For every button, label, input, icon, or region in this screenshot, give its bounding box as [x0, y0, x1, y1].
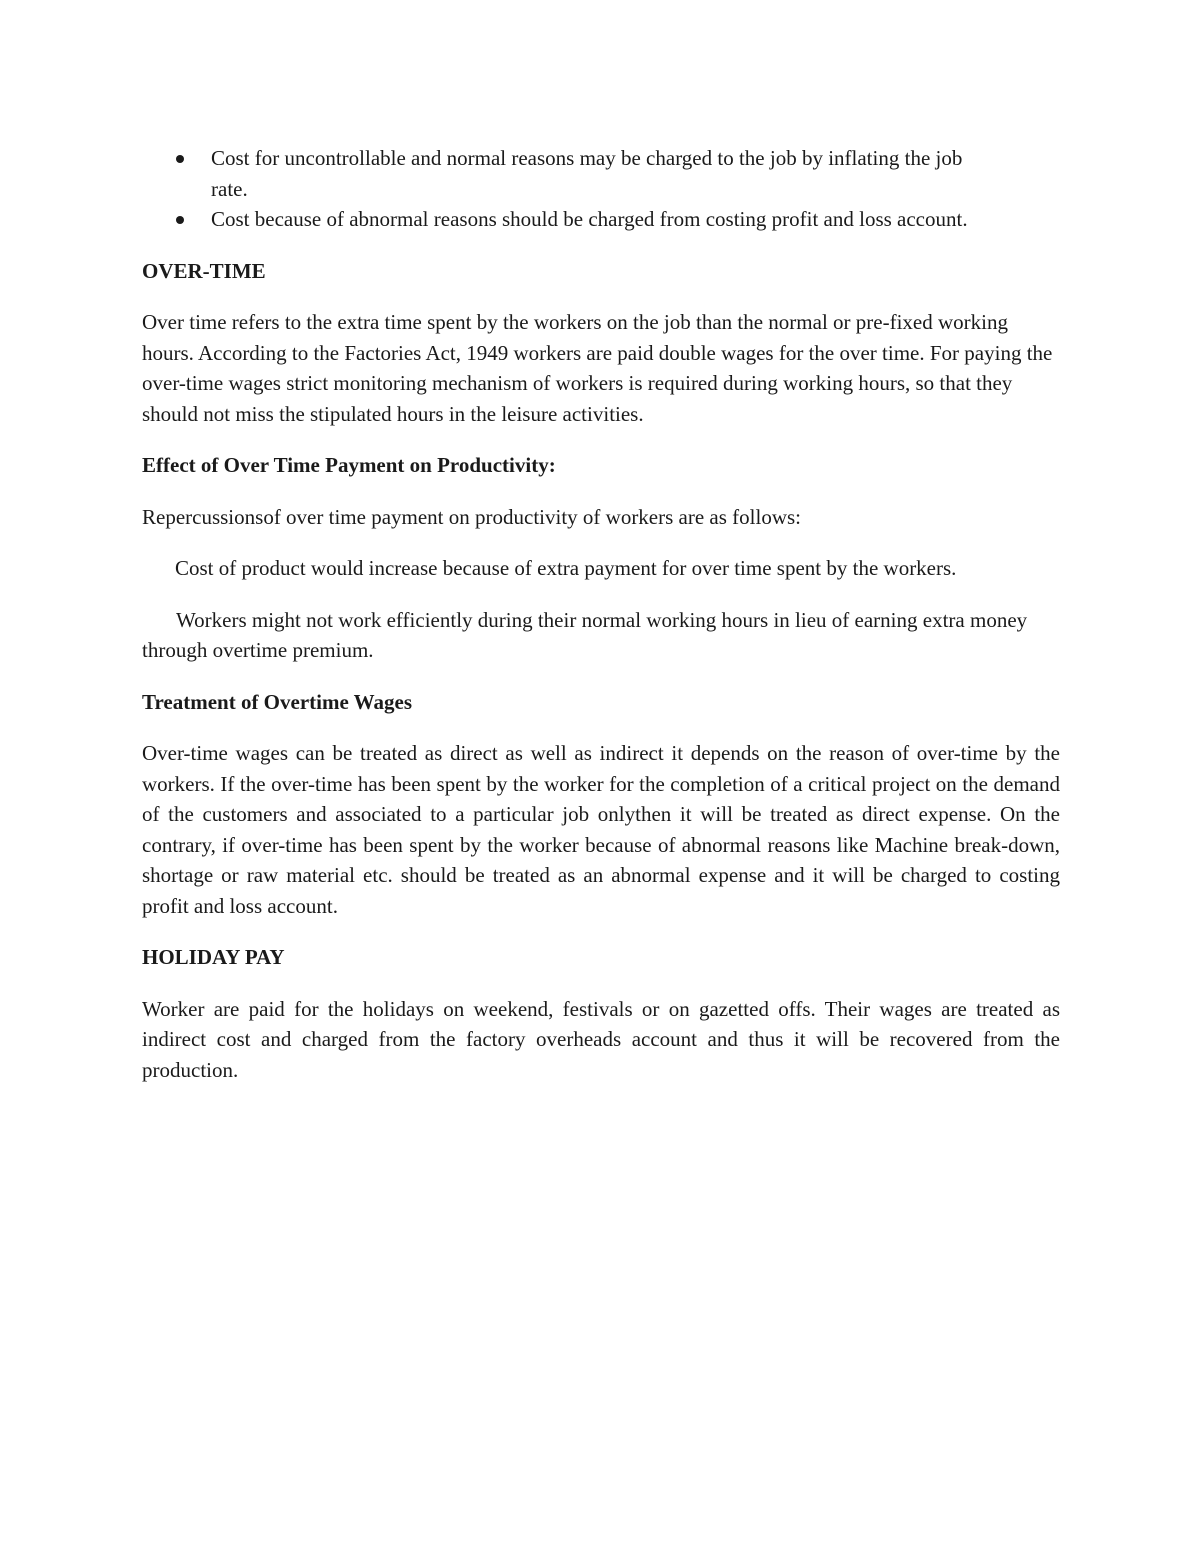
holiday-paragraph: Worker are paid for the holidays on weekend, festivals or on gazetted offs. Their wages are treated as indirect cost and charged from the factory overheads account and thus it will be recovered from the production.	[142, 996, 1060, 1082]
bullet-icon	[176, 216, 184, 224]
list-item	[142, 204, 1060, 235]
treatment-heading: Treatment of Overtime Wages	[142, 689, 413, 714]
overtime-heading: OVER-TIME	[142, 258, 266, 283]
treatment-paragraph: Over-time wages can be treated as direct as well as indirect it depends on the reason of over-time by the workers. If the over-time has been spent by the worker for the completion of a critical project on the demand of the customers and associated to a particular job onlythen it will be treated as direct expense. On the contrary, if over-time has been spent by the worker because of abnormal reasons like Machine break-down, shortage or raw material etc. should be treated as an abnormal expense and it will be charged to costing profit and loss account.	[142, 741, 1060, 918]
holiday-heading: HOLIDAY PAY	[142, 945, 285, 969]
effect-intro: Repercussionsof over time payment on productivity of workers are as follows:	[142, 504, 802, 529]
bullet-text: Cost for uncontrollable and normal reasons may be charged to the job by inflating the job rate.	[211, 146, 963, 201]
document-page	[142, 143, 1060, 1085]
list-item	[142, 143, 1060, 204]
bullet-icon	[176, 155, 184, 163]
bullet-list	[142, 143, 1060, 235]
effect-point-efficiency: Workers might not work efficiently during their normal working hours in lieu of earning extra money through overtime premium.	[142, 607, 1028, 662]
effect-point-cost: Cost of product would increase because of extra payment for over time spent by the workers.	[175, 556, 957, 580]
bullet-text: Cost because of abnormal reasons should be charged from costing profit and loss account.	[211, 207, 968, 231]
overtime-paragraph: Over time refers to the extra time spent by the workers on the job than the normal or pre-fixed working hours. According to the Factories Act, 1949 workers are paid double wages for the over time. For paying the over-time wages strict monitoring mechanism of workers is required during working hours, so that they should not miss the stipulated hours in the leisure activities.	[142, 310, 1053, 426]
effect-heading: Effect of Over Time Payment on Productivity:	[142, 453, 556, 477]
